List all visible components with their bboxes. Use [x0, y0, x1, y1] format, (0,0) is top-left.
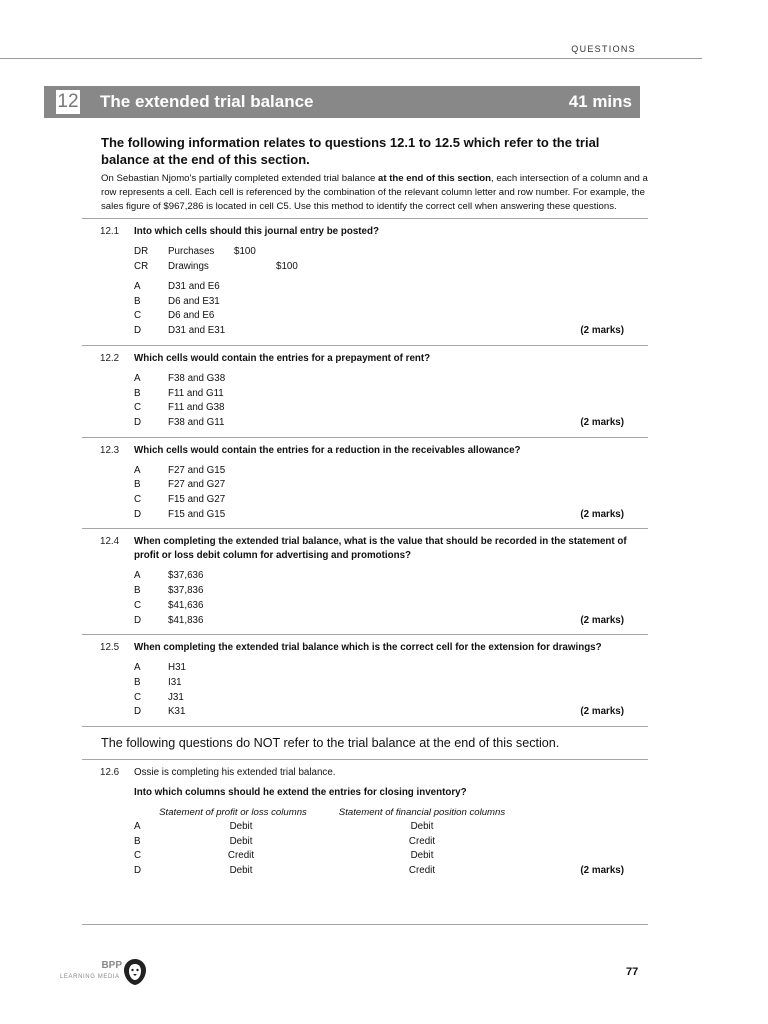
option-list	[82, 372, 648, 431]
option	[82, 401, 648, 416]
option-letter: A	[134, 570, 141, 582]
columns-table	[82, 806, 648, 879]
option-text: F27 and G15	[168, 464, 226, 476]
journal-debit: $100	[234, 246, 256, 257]
cell-financial-position: Debit	[410, 821, 434, 833]
question-number: 12.3	[100, 444, 120, 456]
option	[82, 569, 648, 584]
table-header	[82, 806, 648, 820]
journal-row	[82, 245, 648, 260]
question-head	[82, 352, 648, 366]
option-letter: D	[134, 706, 142, 718]
page-number: 77	[626, 966, 639, 978]
option	[82, 416, 648, 431]
journal-entry	[82, 245, 648, 274]
option	[82, 464, 648, 479]
option	[82, 295, 648, 310]
question-12-5	[82, 635, 648, 726]
marks-label: (2 marks)	[580, 614, 624, 626]
intro-text-end: , each intersection of a column and a row represents a cell. Each cell is referenced by the combination of the relevant column letter and row number. For example, the sales figure of $967,286 is located in cell C5. Use this method to identify the correct cell when answering these questions.	[101, 173, 648, 212]
journal-debit	[234, 260, 276, 275]
option-text: I31	[168, 676, 182, 688]
cell-financial-position: Credit	[408, 835, 436, 847]
option-list	[82, 464, 648, 523]
option	[82, 280, 648, 295]
option-letter: B	[134, 479, 141, 491]
option-text: $37,636	[168, 570, 204, 582]
question-number: 12.4	[100, 536, 120, 548]
option-text: H31	[168, 662, 186, 674]
question-text: Which cells would contain the entries for a reduction in the receivables allowance?	[134, 444, 521, 456]
option-letter: D	[134, 865, 142, 877]
option-text: D6 and E31	[168, 295, 220, 307]
cell-profit-loss: Debit	[229, 821, 253, 833]
option-text: F15 and G15	[168, 508, 226, 520]
cell-profit-loss: Debit	[229, 865, 253, 877]
journal-side: CR	[134, 260, 149, 272]
column-header-financial-position: Statement of financial position columns	[338, 807, 506, 819]
option-letter: B	[134, 295, 141, 307]
option-text: F38 and G11	[168, 416, 225, 428]
question-12-1	[82, 219, 648, 345]
option-text: F11 and G11	[168, 387, 224, 399]
question-number: 12.6	[100, 767, 120, 779]
question-head	[82, 225, 648, 239]
question-text: When completing the extended trial balance, what is the value that should be recorded in the statement of profit or loss debit column for advertising and promotions?	[134, 536, 627, 562]
question-12-6	[82, 760, 648, 885]
option-letter: C	[134, 402, 142, 414]
chapter-title: The extended trial balance	[100, 92, 314, 111]
table-row	[82, 835, 648, 850]
option	[82, 705, 648, 720]
option-text: F15 and G27	[168, 494, 226, 506]
logo-subtext: LEARNING MEDIA	[60, 974, 120, 980]
option-letter: B	[134, 676, 141, 688]
option-letter: A	[134, 662, 141, 674]
option	[82, 599, 648, 614]
journal-row	[82, 260, 648, 275]
option-letter: C	[134, 599, 142, 611]
option-letter: B	[134, 585, 141, 597]
option-letter: B	[134, 835, 141, 847]
option	[82, 508, 648, 523]
option	[82, 309, 648, 324]
option	[82, 387, 648, 402]
option-text: J31	[168, 691, 184, 703]
journal-credit: $100	[276, 260, 298, 272]
cell-profit-loss: Debit	[229, 835, 253, 847]
option-letter: D	[134, 325, 142, 337]
question-head	[82, 444, 648, 458]
cell-financial-position: Credit	[408, 865, 436, 877]
journal-credit	[276, 245, 336, 260]
question-12-2	[82, 346, 648, 437]
option-text: $37,836	[168, 585, 204, 597]
table-row	[82, 849, 648, 864]
question-number: 12.2	[100, 352, 120, 364]
option-text: $41,636	[168, 599, 204, 611]
question-head	[82, 535, 648, 563]
option-list	[82, 661, 648, 720]
journal-side: DR	[134, 246, 149, 257]
chapter-time: 41 mins	[568, 92, 632, 111]
question-head	[82, 641, 648, 655]
journal-account: Purchases	[168, 246, 215, 257]
option-letter: A	[134, 464, 141, 476]
option-letter: D	[134, 614, 142, 626]
option	[82, 584, 648, 599]
option-text: D31 and E6	[168, 281, 220, 292]
chapter-bar	[44, 86, 640, 118]
journal-account: Drawings	[168, 260, 209, 272]
intro-text-bold: at the end of this section	[378, 173, 492, 184]
logo-text: BPP	[101, 960, 122, 971]
option-letter: D	[134, 416, 142, 428]
option-list	[82, 569, 648, 628]
question-head	[82, 766, 648, 780]
question-subtext: Ossie is completing his extended trial balance.	[134, 767, 336, 779]
option-letter: C	[134, 310, 142, 322]
option-text: F38 and G38	[168, 372, 226, 384]
marks-label: (2 marks)	[580, 706, 624, 718]
question-12-4	[82, 529, 648, 634]
question-text: Which cells would contain the entries for a prepayment of rent?	[134, 352, 431, 364]
question-12-3	[82, 438, 648, 529]
section-note: The following questions do NOT refer to the trial balance at the end of this section.	[101, 736, 560, 751]
option-text: F27 and G27	[168, 479, 226, 491]
option-letter: A	[134, 281, 141, 292]
column-header-profit-loss: Statement of profit or loss columns	[159, 807, 307, 819]
option	[82, 372, 648, 387]
cell-financial-position: Debit	[410, 850, 434, 862]
marks-label: (2 marks)	[580, 325, 624, 337]
question-number: 12.5	[100, 642, 120, 654]
option-text: K31	[168, 706, 186, 718]
option	[82, 478, 648, 493]
cell-profit-loss: Credit	[227, 850, 255, 862]
option-letter: A	[134, 372, 141, 384]
option-list	[82, 280, 648, 339]
option-letter: C	[134, 850, 142, 862]
option	[82, 324, 648, 339]
option-letter: A	[134, 821, 141, 833]
option-letter: D	[134, 508, 142, 520]
intro-text-start: On Sebastian Njomo's partially completed extended trial balance	[101, 173, 379, 184]
question-number: 12.1	[100, 226, 120, 237]
marks-label: (2 marks)	[580, 416, 624, 428]
marks-label: (2 marks)	[580, 508, 624, 520]
question-text: When completing the extended trial balance which is the correct cell for the extension for drawings?	[134, 642, 602, 654]
content	[82, 134, 648, 885]
option-letter: B	[134, 387, 141, 399]
intro-paragraph	[101, 172, 648, 214]
option	[82, 676, 648, 691]
marks-label: (2 marks)	[580, 865, 624, 877]
running-head: QUESTIONS	[571, 44, 636, 54]
option-letter: C	[134, 494, 142, 506]
option-text: D6 and E6	[168, 310, 215, 322]
chapter-number: 12	[57, 91, 79, 112]
option	[82, 661, 648, 676]
header-rule	[0, 58, 702, 59]
lion-head-icon	[122, 958, 148, 986]
question-text: Into which cells should this journal entry be posted?	[134, 226, 379, 237]
option-text: D31 and E31	[168, 325, 226, 337]
option-text: F11 and G38	[168, 402, 225, 414]
option-text: $41,836	[168, 614, 204, 626]
lead-paragraph: The following information relates to questions 12.1 to 12.5 which refer to the trial balance at the end of this section.	[101, 135, 600, 167]
table-row	[82, 864, 648, 879]
option	[82, 493, 648, 508]
table-row	[82, 820, 648, 835]
option	[82, 614, 648, 629]
footer-rule	[82, 924, 648, 925]
option	[82, 691, 648, 706]
option-letter: C	[134, 691, 142, 703]
question-text: Into which columns should he extend the entries for closing inventory?	[134, 787, 467, 799]
